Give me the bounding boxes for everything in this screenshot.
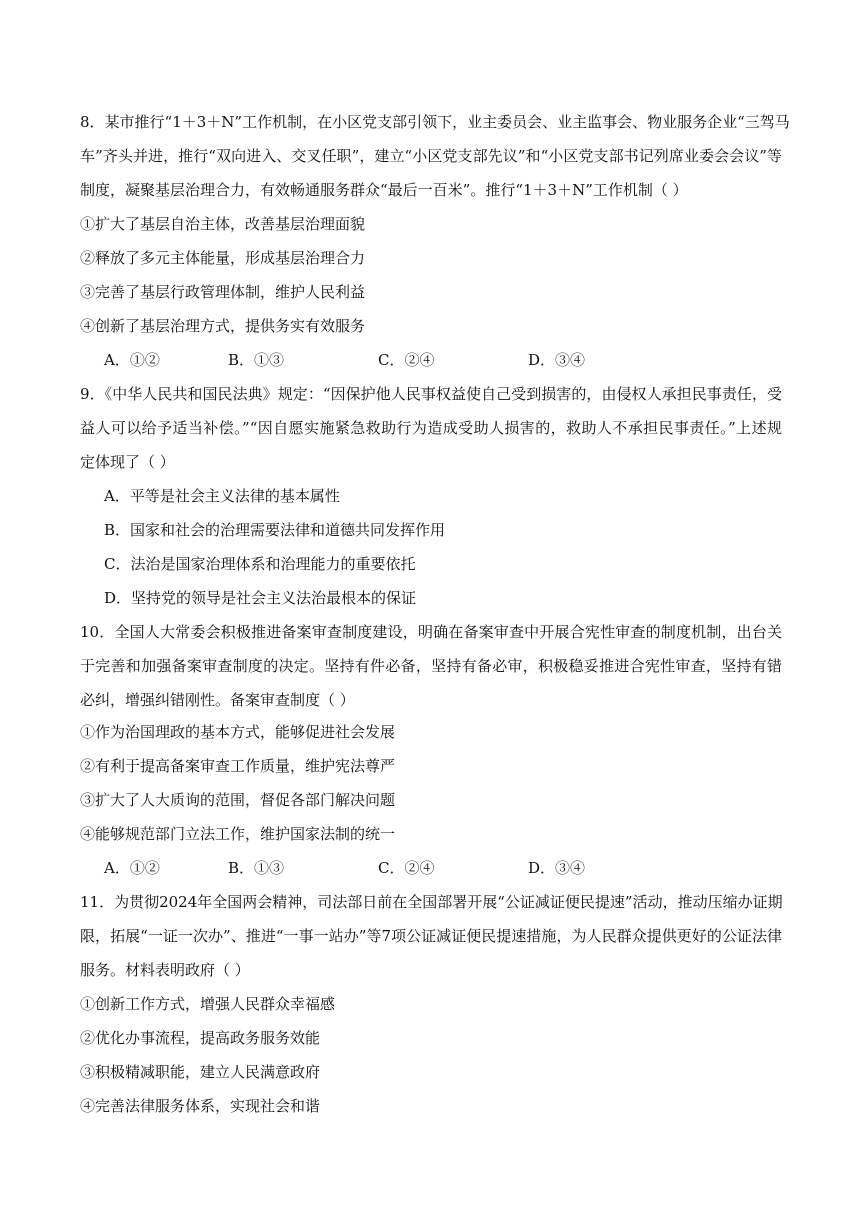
question-8-statement-1: ①扩大了基层自治主体，改善基层治理面貌 bbox=[80, 215, 366, 233]
question-10-option-b: B．①③ bbox=[228, 859, 285, 877]
question-9-choice-b: B．国家和社会的治理需要法律和道德共同发挥作用 bbox=[104, 521, 446, 539]
question-10-option-a: A．①② bbox=[104, 859, 160, 877]
question-9-choice-a: A．平等是社会主义法律的基本属性 bbox=[104, 487, 340, 505]
question-11-statement-4: ④完善法律服务体系，实现社会和谐 bbox=[80, 1097, 321, 1115]
question-9-stem-line-2: 益人可以给予适当补偿。”“因自愿实施紧急救助行为造成受助人损害的，救助人不承担民事责任。”上述规 bbox=[80, 419, 782, 437]
question-10-statement-2: ②有利于提高备案审查工作质量，维护宪法尊严 bbox=[80, 757, 396, 775]
question-8-option-c: C．②④ bbox=[378, 351, 435, 369]
question-8-statement-2: ②释放了多元主体能量，形成基层治理合力 bbox=[80, 249, 366, 267]
question-10-stem-line-3: 必纠，增强纠错刚性。备案审查制度（ ） bbox=[80, 691, 355, 709]
question-10-stem-line-2: 于完善和加强备案审查制度的决定。坚持有件必备，坚持有备必审，积极稳妥推进合宪性审查，坚持有错 bbox=[80, 657, 782, 675]
question-8-option-b: B．①③ bbox=[228, 351, 285, 369]
question-10-statement-3: ③扩大了人大质询的范围，督促各部门解决问题 bbox=[80, 791, 396, 809]
question-11-statement-2: ②优化办事流程，提高政务服务效能 bbox=[80, 1029, 321, 1047]
question-10-stem-line-1: 10．全国人大常委会积极推进备案审查制度建设，明确在备案审查中开展合宪性审查的制度机制，出台关 bbox=[80, 623, 782, 641]
question-10-statement-1: ①作为治国理政的基本方式，能够促进社会发展 bbox=[80, 723, 396, 741]
question-11-stem-line-3: 服务。材料表明政府（ ） bbox=[80, 961, 250, 979]
question-11-statement-1: ①创新工作方式，增强人民群众幸福感 bbox=[80, 995, 336, 1013]
question-8-option-d: D．③④ bbox=[528, 351, 586, 369]
question-11-stem-line-2: 限，拓展“一证一次办”、推进“一事一站办”等7项公证减证便民提速措施，为人民群众提供更好的公证法律 bbox=[80, 927, 782, 945]
question-9-stem-line-3: 定体现了（ ） bbox=[80, 453, 175, 471]
question-10-option-d: D．③④ bbox=[528, 859, 586, 877]
question-9-stem-line-1: 9．《中华人民共和国民法典》规定：“因保护他人民事权益使自己受到损害的，由侵权人承担民事责任，受 bbox=[80, 385, 782, 403]
question-10-option-c: C．②④ bbox=[378, 859, 435, 877]
question-8-option-a: A．①② bbox=[104, 351, 160, 369]
question-9-choice-d: D．坚持党的领导是社会主义法治最根本的保证 bbox=[104, 589, 417, 607]
question-8-stem-line-1: 8．某市推行“1＋3＋N”工作机制，在小区党支部引领下，业主委员会、业主监事会、物业服务企业“三驾马 bbox=[80, 113, 790, 131]
question-8-statement-4: ④创新了基层治理方式，提供务实有效服务 bbox=[80, 317, 366, 335]
question-8-stem-line-2: 车”齐头并进，推行“双向进入、交叉任职”，建立“小区党支部先议”和“小区党支部书记列席业委会会议”等 bbox=[80, 147, 782, 165]
question-11-statement-3: ③积极精减职能，建立人民满意政府 bbox=[80, 1063, 321, 1081]
question-11-stem-line-1: 11．为贯彻2024年全国两会精神，司法部日前在全国部署开展“公证减证便民提速”活动，推动压缩办证期 bbox=[80, 893, 783, 911]
question-8-stem-line-3: 制度，凝聚基层治理合力，有效畅通服务群众“最后一百米”。推行“1＋3＋N”工作机制（ ） bbox=[80, 181, 688, 199]
question-10-statement-4: ④能够规范部门立法工作，维护国家法制的统一 bbox=[80, 825, 396, 843]
question-9-choice-c: C．法治是国家治理体系和治理能力的重要依托 bbox=[104, 555, 416, 573]
question-8-statement-3: ③完善了基层行政管理体制，维护人民利益 bbox=[80, 283, 366, 301]
